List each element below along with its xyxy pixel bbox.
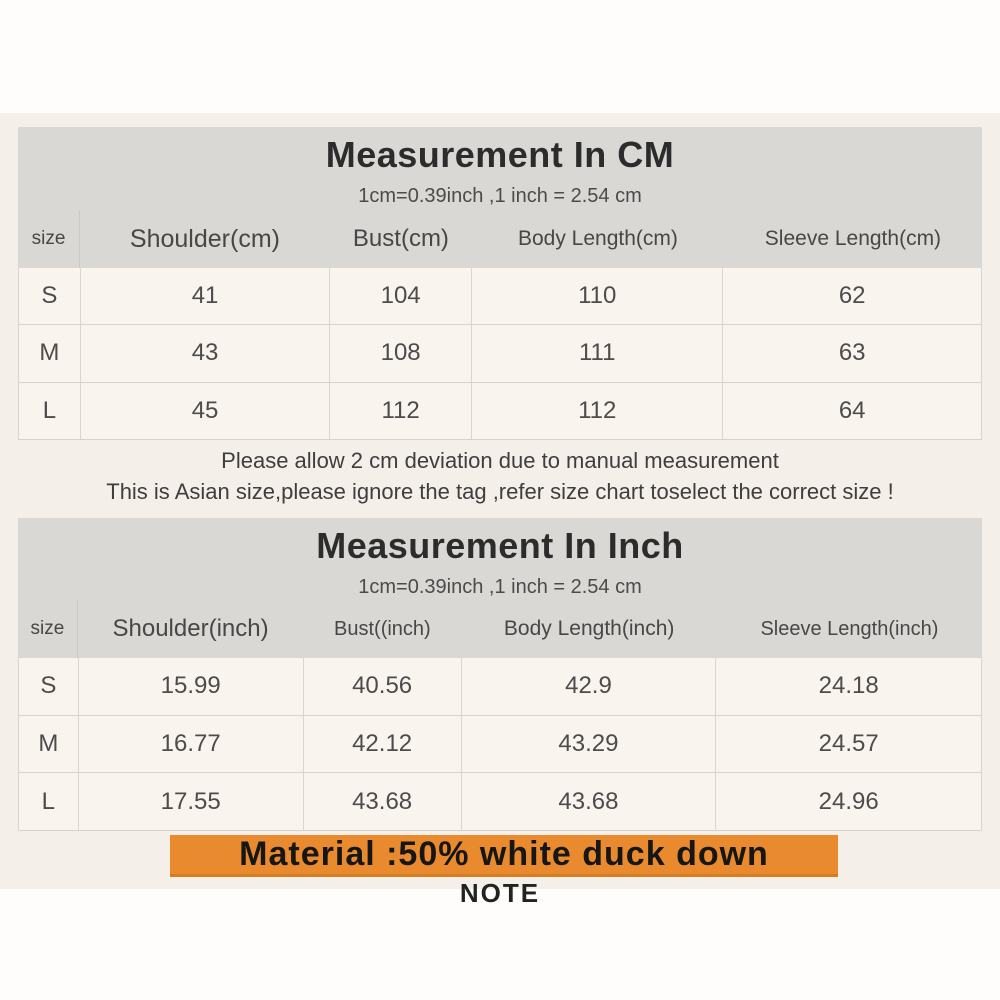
cm-column-header-row <box>18 210 982 268</box>
bust-cell: 104 <box>330 268 472 324</box>
inch-section-subtitle: 1cm=0.39inch ,1 inch = 2.54 cm <box>358 576 642 598</box>
asian-size-note: This is Asian size,please ignore the tag ,refer size chart toselect the correct size ! <box>106 479 894 504</box>
cm-col-bust: Bust(cm) <box>352 225 449 252</box>
shoulder-cell: 45 <box>81 383 330 439</box>
bust-cell: 40.56 <box>304 658 462 715</box>
sleeve-length-cell: 62 <box>838 282 866 310</box>
shoulder-cell: 15.99 <box>79 658 304 715</box>
measurement-notes <box>0 445 1000 507</box>
size-cell: M <box>19 716 79 773</box>
inch-row-s <box>19 658 981 715</box>
inch-col-bust: Bust((inch) <box>334 617 431 640</box>
inch-col-sleeve-length: Sleeve Length(inch) <box>760 617 939 640</box>
inch-row-m <box>19 715 981 773</box>
sleeve-length-cell: 24.96 <box>818 787 879 815</box>
size-cell: M <box>19 325 81 381</box>
size-cell: L <box>19 773 79 830</box>
inch-section-header <box>18 518 982 658</box>
cm-col-shoulder: Shoulder(cm) <box>129 224 280 253</box>
size-cell: L <box>19 383 81 439</box>
inch-col-size: size <box>18 600 78 658</box>
bust-cell: 112 <box>330 383 472 439</box>
cm-col-size: size <box>18 210 80 268</box>
sleeve-length-cell: 64 <box>838 396 866 424</box>
deviation-note: Please allow 2 cm deviation due to manual measurement <box>221 448 779 473</box>
cm-table <box>18 268 982 440</box>
body-length-cell: 112 <box>472 383 723 439</box>
cm-col-body-length: Body Length(cm) <box>517 227 678 250</box>
cm-row-l <box>19 382 981 439</box>
body-length-cell: 43.68 <box>462 773 717 830</box>
inch-row-l <box>19 772 981 830</box>
bust-cell: 42.12 <box>304 716 462 773</box>
body-length-cell: 43.29 <box>462 716 717 773</box>
sleeve-length-cell: 24.18 <box>818 672 879 700</box>
shoulder-cell: 41 <box>81 268 330 324</box>
inch-table <box>18 658 982 831</box>
inch-col-body-length: Body Length(inch) <box>503 617 675 640</box>
bust-cell: 43.68 <box>304 773 462 830</box>
inch-section-title: Measurement In Inch <box>316 525 684 566</box>
sleeve-length-cell: 63 <box>838 339 866 367</box>
cm-section-header <box>18 127 982 268</box>
cm-section-subtitle: 1cm=0.39inch ,1 inch = 2.54 cm <box>358 185 642 207</box>
material-label: Material :50% white duck down <box>239 835 769 873</box>
material-highlight-bar <box>170 835 838 877</box>
cm-section-title: Measurement In CM <box>325 134 675 175</box>
size-cell: S <box>19 268 81 324</box>
size-chart-content <box>0 113 1000 908</box>
shoulder-cell: 16.77 <box>79 716 304 773</box>
shoulder-cell: 17.55 <box>79 773 304 830</box>
sleeve-length-cell: 24.57 <box>818 730 879 757</box>
inch-column-header-row <box>18 600 982 658</box>
cm-col-sleeve-length: Sleeve Length(cm) <box>764 227 942 250</box>
body-length-cell: 110 <box>472 268 723 324</box>
body-length-cell: 42.9 <box>462 658 717 715</box>
cm-row-s <box>19 268 981 324</box>
size-cell: S <box>19 658 79 715</box>
cm-row-m <box>19 324 981 381</box>
bust-cell: 108 <box>330 325 472 381</box>
inch-col-shoulder: Shoulder(inch) <box>112 615 269 642</box>
clipped-note-heading: NOTE <box>459 878 541 908</box>
shoulder-cell: 43 <box>81 325 330 381</box>
body-length-cell: 111 <box>472 325 723 381</box>
